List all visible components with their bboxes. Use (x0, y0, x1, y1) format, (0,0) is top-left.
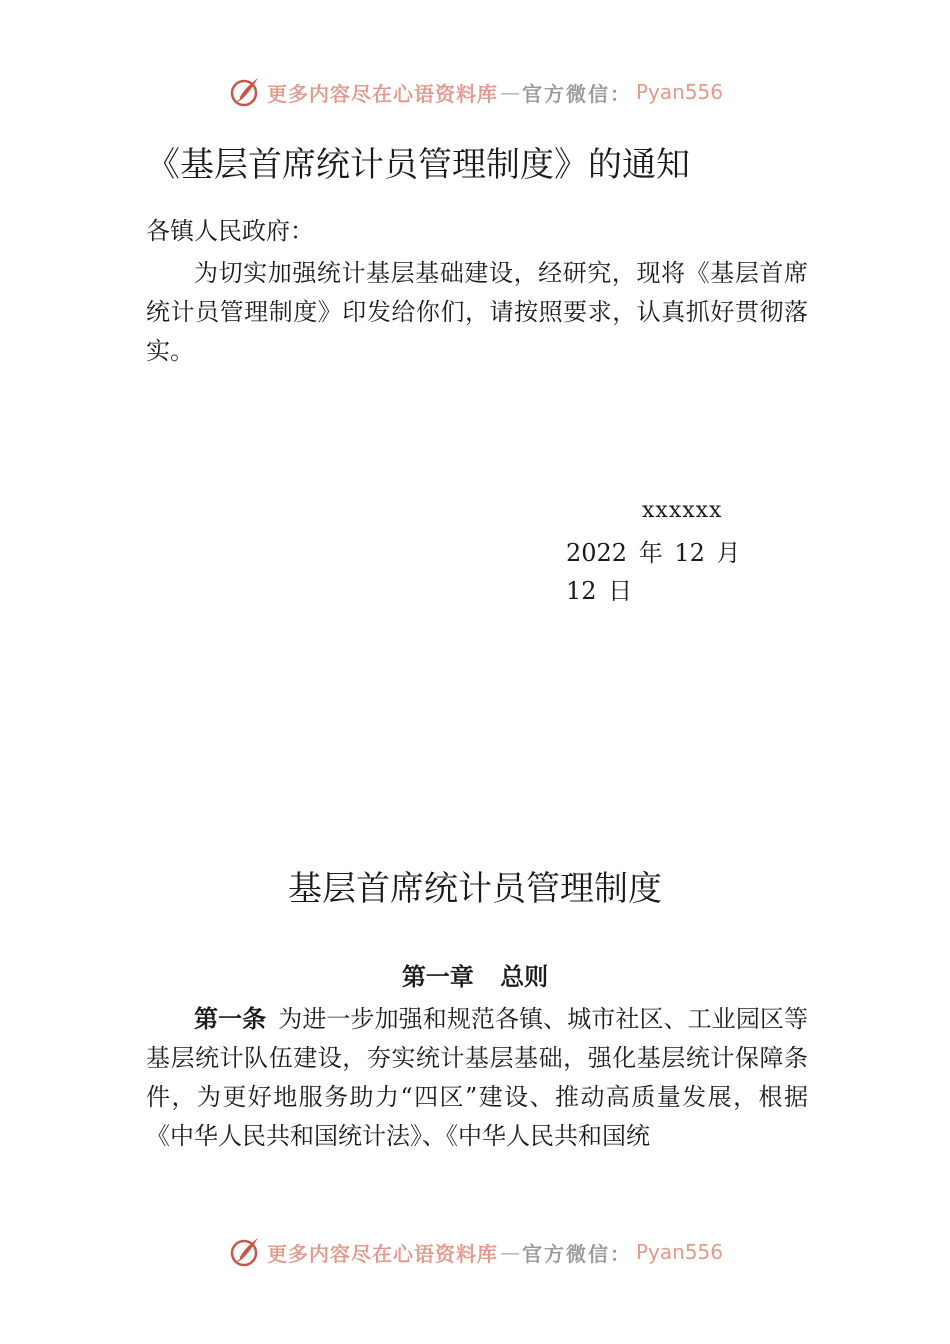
notice-salutation: 各镇人民政府： (146, 217, 314, 245)
watermark-footer (0, 1232, 950, 1272)
notice-date: 2022 年 12 月 12 日 (566, 539, 741, 605)
quill-logo-icon (227, 74, 263, 110)
watermark-text: 更多内容尽在心语资料库 (266, 1241, 498, 1266)
quill-logo-icon (227, 1234, 263, 1270)
watermark-id: Pyan556 (635, 80, 723, 104)
watermark-official: 官方微信： (521, 81, 632, 106)
watermark-separator: — (499, 80, 520, 104)
document-title: 基层首席统计员管理制度 (288, 869, 662, 909)
watermark-id: Pyan556 (635, 1240, 723, 1264)
article-text: 为进一步加强和规范各镇、城市社区、工业园区等基层统计队伍建设，夯实统计基层基础，强化基层统计保障条件，为更好地服务助力“四区”建设、推动高质量发展，根据《中华人民共和国统计法》、《中华人民共和国统 (146, 1005, 808, 1150)
watermark-text: 更多内容尽在心语资料库 (266, 81, 498, 106)
notice-title: 《基层首席统计员管理制度》的通知 (146, 145, 690, 185)
watermark-official: 官方微信： (521, 1241, 632, 1266)
notice-issuer: xxxxxx (642, 498, 723, 523)
notice-body: 为切实加强统计基层基础建设，经研究，现将《基层首席统计员管理制度》印发给你们，请按照要求，认真抓好贯彻落实。 (146, 259, 808, 365)
watermark-separator: — (499, 1240, 520, 1264)
chapter-title: 第一章 总则 (401, 963, 549, 991)
article-label: 第一条 (194, 1005, 267, 1033)
article-1 (146, 1000, 808, 1156)
watermark-header (0, 72, 950, 112)
